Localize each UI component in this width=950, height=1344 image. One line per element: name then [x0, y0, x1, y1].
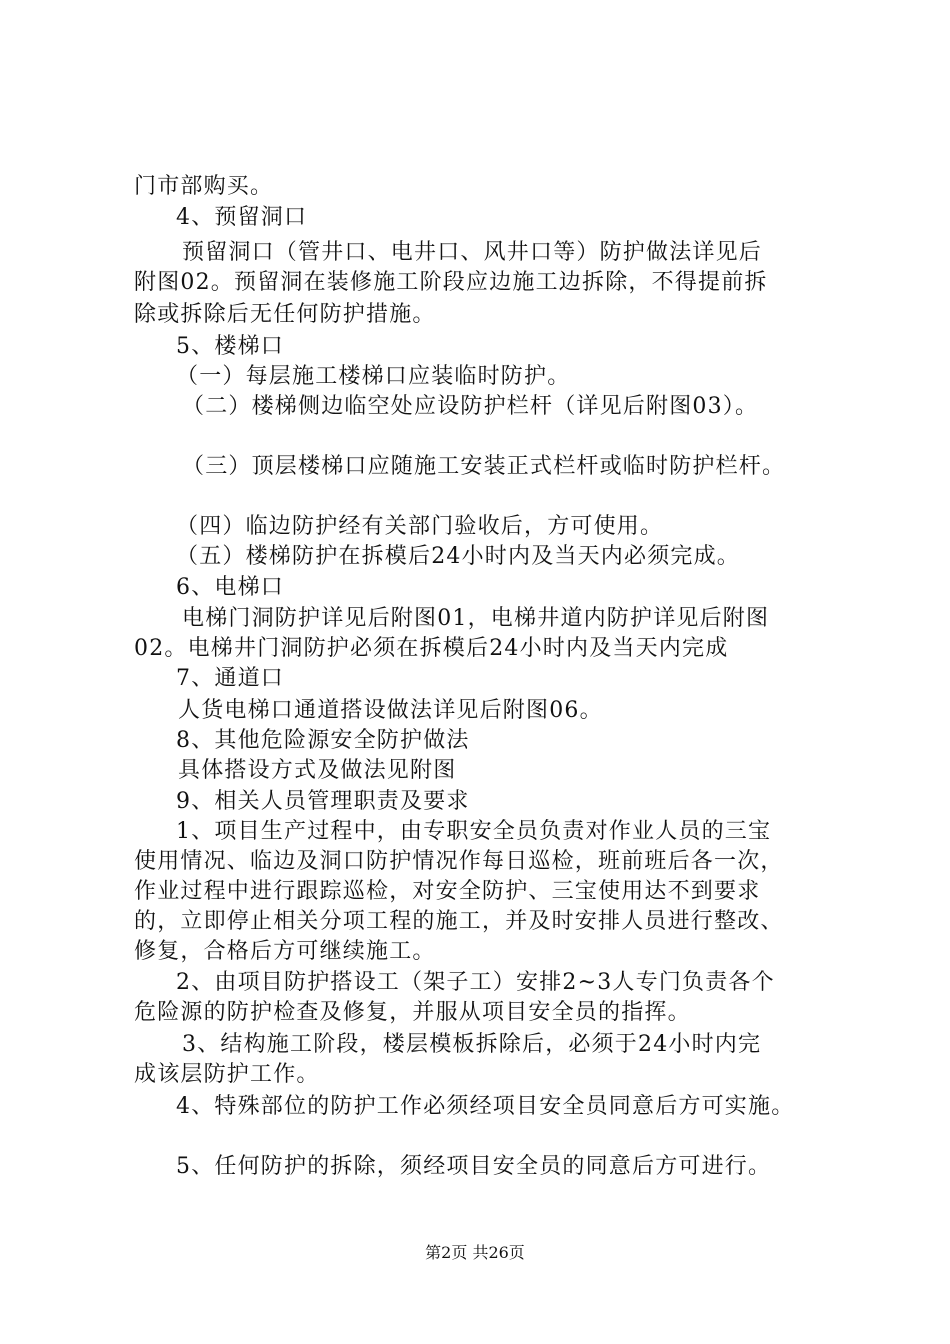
section-heading: 8、其他危险源安全防护做法: [176, 728, 470, 753]
text-line: （四）临边防护经有关部门验收后，方可使用。: [176, 514, 664, 539]
section-heading: 4、预留洞口: [176, 205, 308, 230]
text-line: 5、任何防护的拆除，须经项目安全员的同意后方可进行。: [176, 1154, 772, 1179]
text-line: 2、由项目防护搭设工（架子工）安排2~3人专门负责各个: [176, 970, 775, 995]
page-number-footer: 第2页 共26页: [425, 1243, 525, 1262]
text-line: 使用情况、临边及洞口防护情况作每日巡检，班前班后各一次，: [134, 849, 784, 874]
section-heading: 5、楼梯口: [176, 334, 284, 359]
text-line: 电梯门洞防护详见后附图01，电梯井道内防护详见后附图: [182, 606, 770, 631]
text-line: （一）每层施工楼梯口应装临时防护。: [176, 364, 571, 389]
text-line: 附图02。预留洞在装修施工阶段应边施工边拆除，不得提前拆: [134, 270, 768, 295]
text-line: （五）楼梯防护在拆模后24小时内及当天内必须完成。: [176, 544, 740, 569]
text-line: 修复，合格后方可继续施工。: [134, 939, 436, 964]
text-line: 具体搭设方式及做法见附图: [178, 758, 457, 783]
text-line: 4、特殊部位的防护工作必须经项目安全员同意后方可实施。: [176, 1094, 795, 1119]
section-heading: 6、电梯口: [176, 575, 284, 600]
text-line: （三）顶层楼梯口应随施工安装正式栏杆或临时防护栏杆。: [182, 454, 786, 479]
section-heading: 7、通道口: [176, 666, 284, 691]
text-line: （二）楼梯侧边临空处应设防护栏杆（详见后附图03）。: [182, 394, 759, 419]
text-line: 人货电梯口通道搭设做法详见后附图06。: [178, 698, 603, 723]
text-line: 预留洞口（管井口、电井口、风井口等）防护做法详见后: [182, 240, 763, 265]
text-line: 02。电梯井门洞防护必须在拆模后24小时内及当天内完成: [134, 636, 729, 661]
text-line: 成该层防护工作。: [134, 1062, 320, 1087]
section-heading: 9、相关人员管理职责及要求: [176, 789, 470, 814]
text-line: 的，立即停止相关分项工程的施工，并及时安排人员进行整改、: [134, 909, 784, 934]
text-line: 3、结构施工阶段，楼层模板拆除后，必须于24小时内完: [182, 1032, 762, 1057]
text-line: 危险源的防护检查及修复，并服从项目安全员的指挥。: [134, 1000, 691, 1025]
text-line: 作业过程中进行跟踪巡检，对安全防护、三宝使用达不到要求: [134, 879, 761, 904]
text-line: 门市部购买。: [134, 174, 274, 199]
text-line: 1、项目生产过程中，由专职安全员负责对作业人员的三宝: [176, 819, 772, 844]
text-line: 除或拆除后无任何防护措施。: [134, 302, 436, 327]
